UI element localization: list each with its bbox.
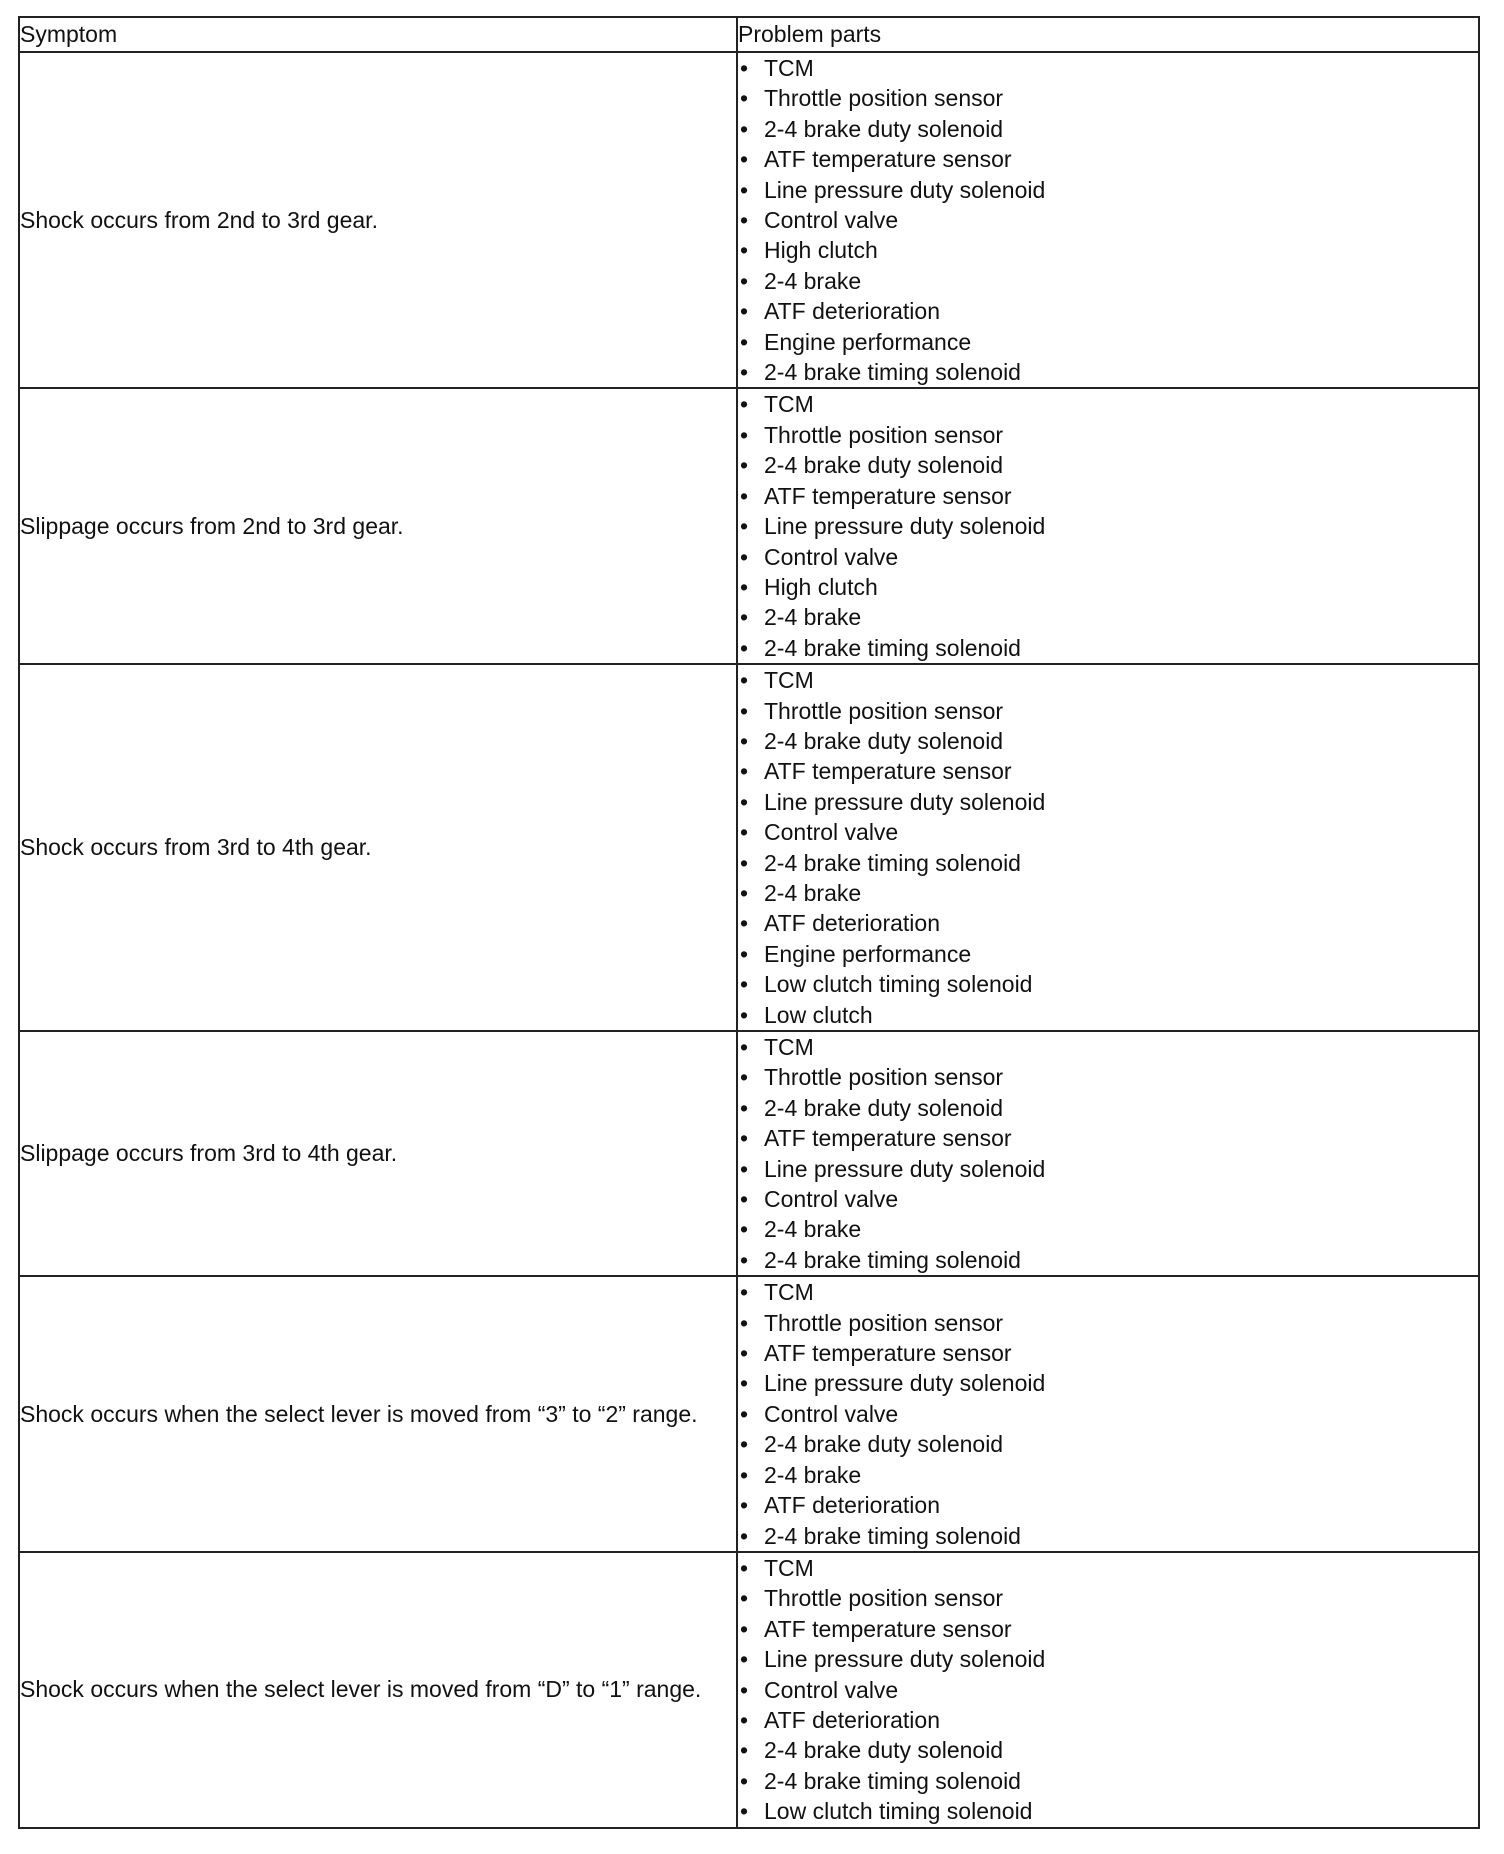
problem-part-item: • 2-4 brake duty solenoid (738, 1093, 1478, 1123)
problem-part-item: • 2-4 brake timing solenoid (738, 357, 1478, 387)
problem-part-item: • High clutch (738, 235, 1478, 265)
problem-part-item: • ATF deterioration (738, 1705, 1478, 1735)
problem-part-item: • 2-4 brake timing solenoid (738, 1766, 1478, 1796)
problem-part-item: • Throttle position sensor (738, 696, 1478, 726)
problem-part-item: • Line pressure duty solenoid (738, 175, 1478, 205)
problem-part-item: • Throttle position sensor (738, 83, 1478, 113)
problem-parts-cell (737, 52, 1479, 388)
table-row (19, 1552, 1479, 1828)
problem-part-item: • 2-4 brake (738, 878, 1478, 908)
problem-part-item: • ATF temperature sensor (738, 144, 1478, 174)
problem-part-item: • Low clutch (738, 1000, 1478, 1030)
problem-part-item: • ATF deterioration (738, 1490, 1478, 1520)
symptom-cell: Slippage occurs from 3rd to 4th gear. (19, 1031, 737, 1276)
problem-part-item: • 2-4 brake timing solenoid (738, 1521, 1478, 1551)
problem-part-item: • Control valve (738, 817, 1478, 847)
problem-part-item: • Line pressure duty solenoid (738, 1154, 1478, 1184)
problem-part-item: • Throttle position sensor (738, 420, 1478, 450)
symptom-table-sheet (18, 16, 1478, 1829)
problem-part-item: • Throttle position sensor (738, 1308, 1478, 1338)
problem-parts-cell (737, 664, 1479, 1031)
problem-part-item: • Line pressure duty solenoid (738, 1368, 1478, 1398)
problem-parts-cell (737, 388, 1479, 664)
symptom-cell: Shock occurs from 2nd to 3rd gear. (19, 52, 737, 388)
problem-part-item: • 2-4 brake (738, 602, 1478, 632)
symptom-cell: Shock occurs when the select lever is moved from “D” to “1” range. (19, 1552, 737, 1828)
problem-part-item: • Engine performance (738, 327, 1478, 357)
problem-part-item: • TCM (738, 665, 1478, 695)
table-row (19, 664, 1479, 1031)
problem-part-item: • Line pressure duty solenoid (738, 787, 1478, 817)
problem-part-item: • Control valve (738, 205, 1478, 235)
problem-part-item: • 2-4 brake (738, 1214, 1478, 1244)
problem-part-item: • Control valve (738, 1399, 1478, 1429)
problem-part-item: • TCM (738, 1553, 1478, 1583)
problem-part-item: • 2-4 brake (738, 266, 1478, 296)
problem-part-item: • Control valve (738, 1184, 1478, 1214)
problem-parts-column-header: Problem parts (737, 17, 1479, 52)
problem-part-item: • ATF deterioration (738, 296, 1478, 326)
problem-part-item: • ATF temperature sensor (738, 1338, 1478, 1368)
problem-parts-list (738, 53, 1478, 387)
symptom-cell: Shock occurs from 3rd to 4th gear. (19, 664, 737, 1031)
problem-parts-list (738, 389, 1478, 663)
problem-part-item: • High clutch (738, 572, 1478, 602)
problem-parts-cell (737, 1276, 1479, 1552)
problem-part-item: • Control valve (738, 1675, 1478, 1705)
table-row (19, 1031, 1479, 1276)
table-row (19, 1276, 1479, 1552)
problem-part-item: • Low clutch timing solenoid (738, 969, 1478, 999)
problem-part-item: • TCM (738, 1277, 1478, 1307)
problem-parts-list (738, 665, 1478, 1030)
problem-part-item: • Throttle position sensor (738, 1583, 1478, 1613)
problem-part-item: • TCM (738, 53, 1478, 83)
problem-part-item: • 2-4 brake duty solenoid (738, 726, 1478, 756)
problem-part-item: • ATF temperature sensor (738, 756, 1478, 786)
table-header-row (19, 17, 1479, 52)
symptom-cell: Shock occurs when the select lever is moved from “3” to “2” range. (19, 1276, 737, 1552)
problem-part-item: • 2-4 brake timing solenoid (738, 848, 1478, 878)
problem-part-item: • 2-4 brake (738, 1460, 1478, 1490)
table-row (19, 388, 1479, 664)
problem-part-item: • 2-4 brake duty solenoid (738, 1735, 1478, 1765)
problem-parts-list (738, 1277, 1478, 1551)
problem-part-item: • Control valve (738, 542, 1478, 572)
problem-part-item: • ATF temperature sensor (738, 1614, 1478, 1644)
problem-part-item: • 2-4 brake duty solenoid (738, 1429, 1478, 1459)
symptom-table (18, 16, 1480, 1829)
problem-part-item: • ATF temperature sensor (738, 1123, 1478, 1153)
problem-parts-cell (737, 1552, 1479, 1828)
problem-part-item: • 2-4 brake duty solenoid (738, 450, 1478, 480)
problem-part-item: • TCM (738, 389, 1478, 419)
problem-part-item: • Low clutch timing solenoid (738, 1796, 1478, 1826)
problem-part-item: • TCM (738, 1032, 1478, 1062)
problem-parts-list (738, 1032, 1478, 1275)
problem-parts-list (738, 1553, 1478, 1827)
problem-part-item: • Line pressure duty solenoid (738, 1644, 1478, 1674)
problem-parts-cell (737, 1031, 1479, 1276)
problem-part-item: • Throttle position sensor (738, 1062, 1478, 1092)
problem-part-item: • Line pressure duty solenoid (738, 511, 1478, 541)
problem-part-item: • ATF temperature sensor (738, 481, 1478, 511)
table-row (19, 52, 1479, 388)
table-body (19, 52, 1479, 1828)
problem-part-item: • Engine performance (738, 939, 1478, 969)
problem-part-item: • 2-4 brake duty solenoid (738, 114, 1478, 144)
problem-part-item: • 2-4 brake timing solenoid (738, 1245, 1478, 1275)
problem-part-item: • 2-4 brake timing solenoid (738, 633, 1478, 663)
symptom-cell: Slippage occurs from 2nd to 3rd gear. (19, 388, 737, 664)
symptom-column-header: Symptom (19, 17, 737, 52)
problem-part-item: • ATF deterioration (738, 908, 1478, 938)
